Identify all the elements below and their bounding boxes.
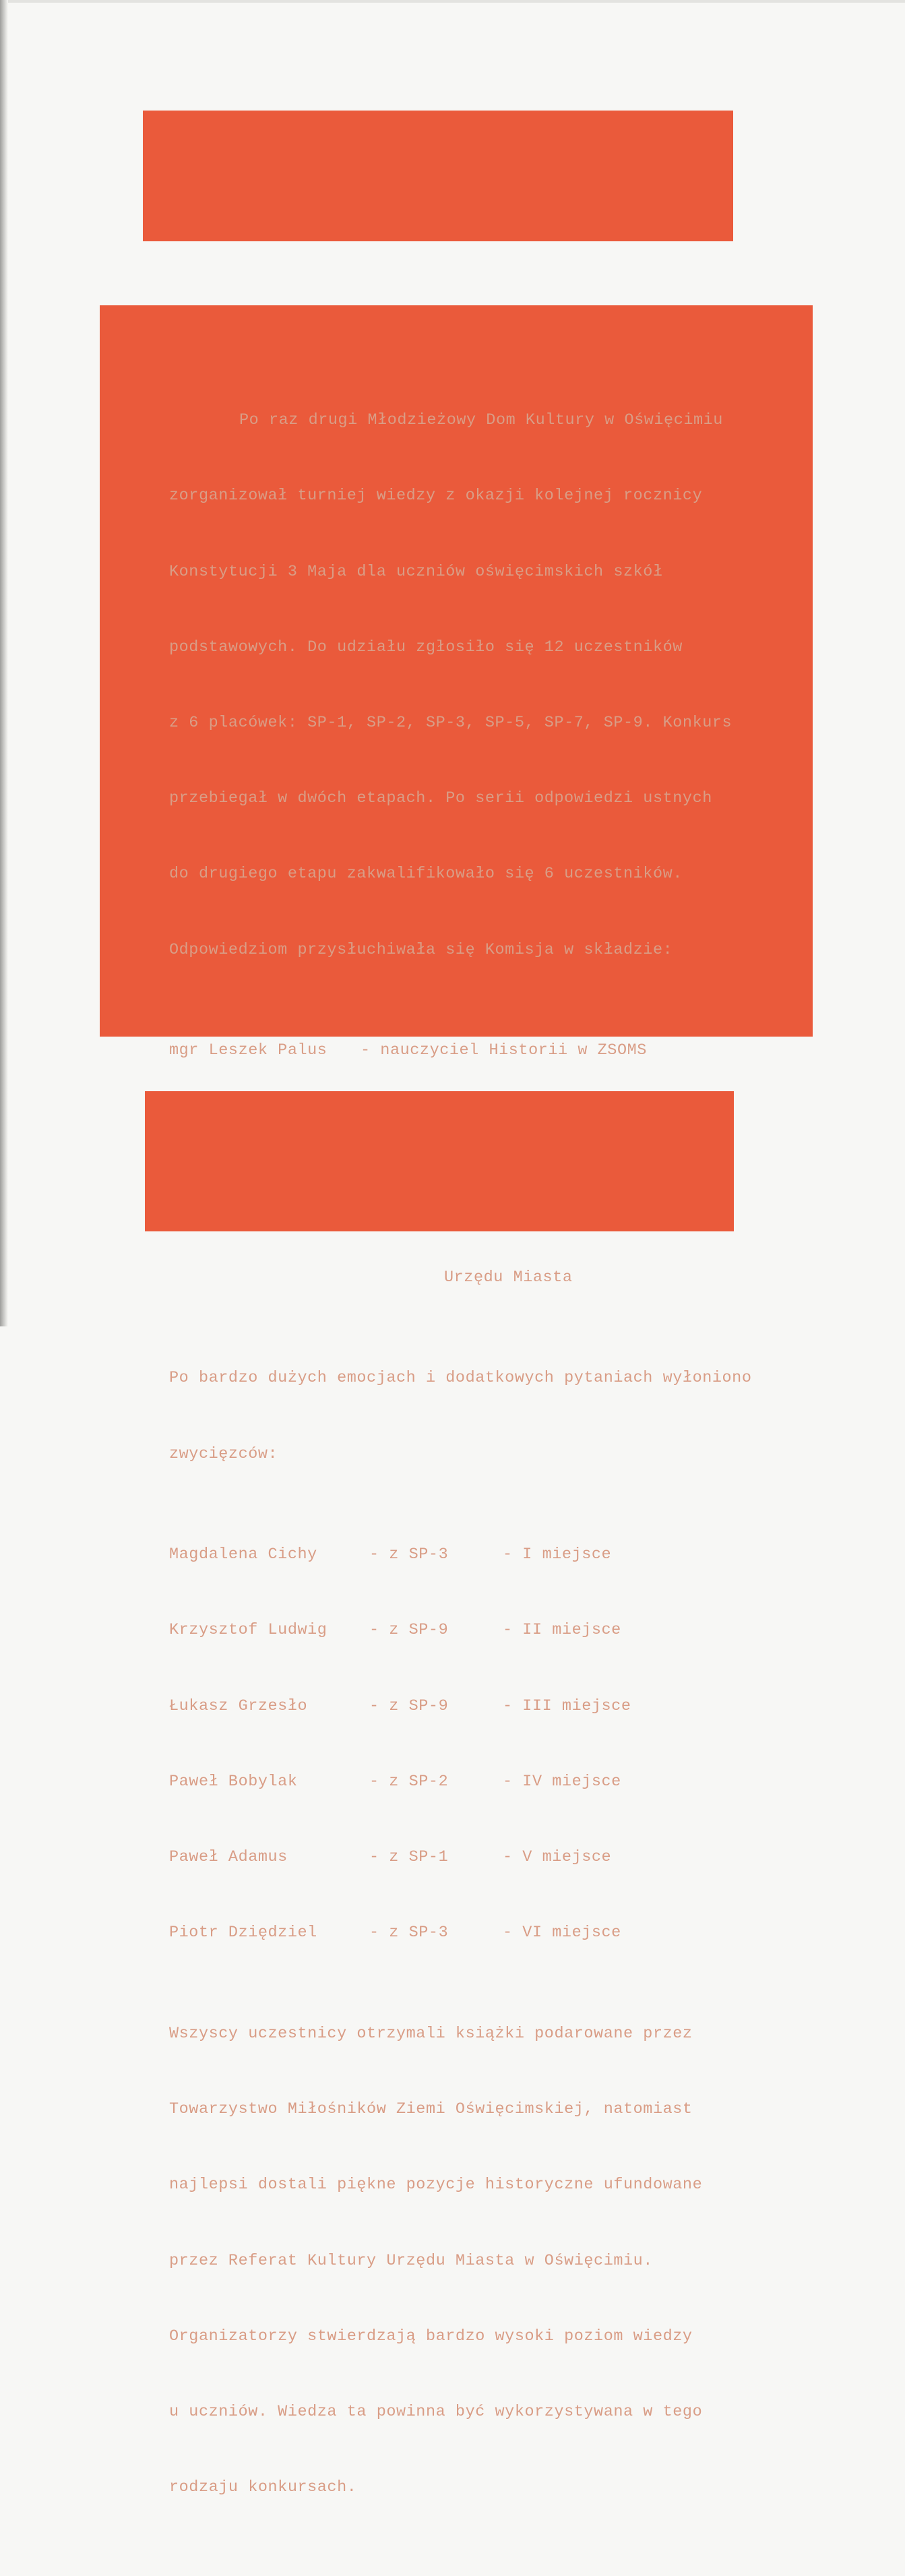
intro-line: z 6 placówek: SP-1, SP-2, SP-3, SP-5, SP-7, SP-9. Konkurs	[169, 714, 732, 733]
winner-place: - II miejsce	[503, 1621, 621, 1640]
winner-school: - z SP-9	[369, 1621, 449, 1640]
winner-row	[169, 1845, 803, 1870]
winner-place: - III miejsce	[503, 1696, 631, 1715]
winner-name: Łukasz Grzesło	[169, 1696, 308, 1715]
winner-place: - VI miejsce	[503, 1924, 621, 1942]
winners-intro-line: Po bardzo dużych emocjach i dodatkowych pytaniach wyłoniono	[169, 1369, 752, 1388]
winner-school: - z SP-9	[369, 1696, 449, 1715]
winner-place: - IV miejsce	[503, 1772, 621, 1791]
winner-school: - z SP-2	[369, 1772, 449, 1791]
intro-line: przebiegał w dwóch etapach. Po serii odpowiedzi ustnych	[169, 789, 712, 808]
red-card-main	[100, 305, 813, 2497]
commission-member-role: - nauczyciel Historii w ZSOMS	[361, 1041, 647, 1060]
typed-report	[169, 332, 803, 2576]
commission-role-continuation: Urzędu Miasta	[444, 1268, 573, 1287]
winner-name: Paweł Bobylak	[169, 1772, 298, 1791]
closing-line: Wszyscy uczestnicy otrzymali książki podarowane przez	[169, 2024, 693, 2043]
closing-line: Towarzystwo Miłośników Ziemi Oświęcimskiej, natomiast	[169, 2100, 693, 2119]
closing-line: rodzaju konkursach.	[169, 2478, 357, 2497]
winner-name: Magdalena Cichy	[169, 1545, 317, 1564]
winner-place: - V miejsce	[503, 1848, 612, 1867]
red-card-bottom	[145, 1091, 734, 1231]
winner-row	[169, 1542, 803, 1567]
winner-name: Paweł Adamus	[169, 1848, 288, 1867]
page-top-edge	[0, 0, 905, 3]
red-card-top	[143, 111, 733, 241]
intro-line: podstawowych. Do udziału zgłosiło się 12 uczestników	[169, 638, 683, 656]
intro-line: zorganizował turniej wiedzy z okazji kolejnej rocznicy	[169, 487, 703, 505]
winner-school: - z SP-3	[369, 1545, 449, 1564]
closing-line: Organizatorzy stwierdzają bardzo wysoki poziom wiedzy	[169, 2327, 693, 2345]
intro-line: do drugiego etapu zakwalifikowało się 6 uczestników.	[169, 865, 683, 884]
winner-school: - z SP-3	[369, 1924, 449, 1942]
winner-place: - I miejsce	[503, 1545, 612, 1564]
winner-school: - z SP-1	[369, 1848, 449, 1867]
closing-line: u uczniów. Wiedza ta powinna być wykorzystywana w tego	[169, 2402, 703, 2421]
winners-intro-line: zwycięzców:	[169, 1444, 278, 1463]
winner-row	[169, 1618, 803, 1643]
winner-row	[169, 1769, 803, 1794]
page-left-edge-shadow	[0, 0, 8, 1326]
winner-name: Krzysztof Ludwig	[169, 1621, 327, 1640]
intro-line: Odpowiedziom przysłuchiwała się Komisja w składzie:	[169, 940, 673, 959]
intro-line: Konstytucji 3 Maja dla uczniów oświęcimskich szkół	[169, 562, 663, 581]
intro-line: Po raz drugi Młodzieżowy Dom Kultury w Oświęcimiu	[239, 411, 723, 430]
winner-name: Piotr Dziędziel	[169, 1924, 317, 1942]
closing-line: przez Referat Kultury Urzędu Miasta w Oświęcimiu.	[169, 2251, 653, 2270]
winner-row	[169, 1920, 803, 1945]
commission-member-name: mgr Leszek Palus	[169, 1041, 327, 1060]
commission-member	[169, 1038, 803, 1063]
winner-row	[169, 1694, 803, 1719]
closing-line: najlepsi dostali piękne pozycje historyczne ufundowane	[169, 2176, 703, 2195]
